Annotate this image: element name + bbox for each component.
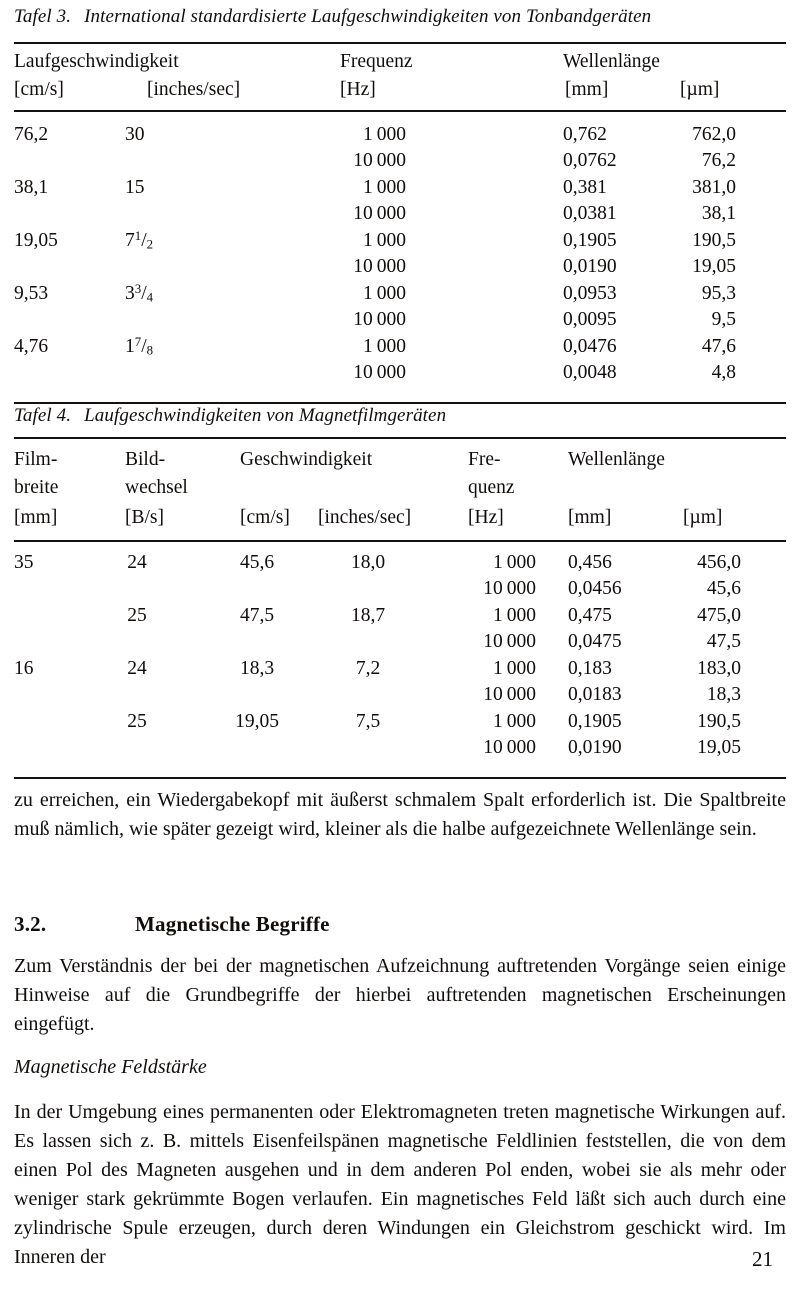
- table4-cell-hz: 1 000: [493, 552, 536, 573]
- table4-cell-um: 45,6: [706, 578, 741, 599]
- table4-cell-hz: 1 000: [493, 711, 536, 732]
- table4-cell-um: 18,3: [706, 684, 741, 705]
- table3-unit-cm-s: [cm/s]: [14, 79, 64, 100]
- table3-cell-mm: 0,0476: [563, 336, 617, 357]
- table4-rule-bottom: [14, 777, 786, 779]
- table4-cell-frame-rate: 25: [127, 605, 147, 626]
- table3-caption-title: International standardisierte Laufgeschwindigkeiten von Tonbandgeräten: [84, 6, 652, 27]
- table3-unit-um: [µm]: [680, 79, 720, 100]
- table3-cell-hz: 10 000: [353, 256, 406, 277]
- table4-unit-um: [µm]: [683, 507, 723, 528]
- table3-cell-inches-sec: 30: [125, 124, 145, 145]
- table3-cell-mm: 0,0762: [563, 150, 617, 171]
- table3-rule-mid: [14, 110, 786, 112]
- table3-rule-top: [14, 42, 786, 44]
- table3-cell-cm-s: 4,76: [14, 336, 49, 357]
- table4-caption-number: Tafel 4.: [14, 405, 72, 426]
- table3-cell-mm: 0,0953: [563, 283, 617, 304]
- table3-unit-inches-sec: [inches/sec]: [147, 79, 241, 100]
- table4-cell-film-width: 35: [14, 552, 34, 573]
- table3-cell-um: 76,2: [701, 150, 736, 171]
- table4-cell-inches-sec: 18,7: [350, 605, 386, 626]
- table4-rule-top: [14, 437, 786, 439]
- table4-cell-cm-s: 45,6: [239, 552, 275, 573]
- table4-unit-inches-sec: [inches/sec]: [318, 507, 412, 528]
- table3-cell-mm: 0,0048: [563, 362, 617, 383]
- table3-cell-mm: 0,1905: [563, 230, 617, 251]
- table4-cell-film-width: 16: [14, 658, 34, 679]
- table3-unit-mm: [mm]: [565, 79, 609, 100]
- table3-caption-number: Tafel 3.: [14, 6, 72, 27]
- table4-header-frame-rate-line1: Bild-: [125, 449, 166, 470]
- table3-cell-inches-sec: $1^7/_8$: [125, 335, 154, 358]
- table3-cell-um: 95,3: [701, 283, 736, 304]
- table4-unit-mm-width: [mm]: [14, 507, 58, 528]
- table3-caption: [14, 6, 651, 28]
- table3-cell-hz: 10 000: [353, 203, 406, 224]
- table4-cell-mm: 0,0183: [568, 684, 622, 705]
- page-number: 21: [752, 1247, 773, 1271]
- table4-unit-hz: [Hz]: [468, 507, 504, 528]
- table4-caption-title: Laufgeschwindigkeiten von Magnetfilmgeräten: [84, 405, 447, 426]
- table3-rule-bottom: [14, 402, 786, 404]
- table3-cell-um: 190,5: [692, 230, 736, 251]
- table4-cell-hz: 10 000: [483, 737, 536, 758]
- table3-header-frequency: Frequenz: [340, 51, 413, 72]
- table4-header-frequency-line2: quenz: [468, 477, 515, 498]
- paragraph-verstaendnis: Zum Verständnis der bei der magnetischen Aufzeichnung auftretenden Vorgänge seien einige Hinweise auf die Grundbegriffe der hierbei auftretenden magnetischen Erscheinungen eingefügt.: [14, 955, 786, 1035]
- table4-cell-mm: 0,456: [568, 552, 612, 573]
- table3-cell-hz: 1 000: [363, 177, 406, 198]
- table4-unit-mm: [mm]: [568, 507, 612, 528]
- table4-cell-hz: 1 000: [493, 658, 536, 679]
- table3-cell-cm-s: 19,05: [14, 230, 58, 251]
- table4-cell-cm-s: 19,05: [235, 711, 279, 732]
- table4-cell-frame-rate: 24: [127, 658, 147, 679]
- table4-cell-mm: 0,0456: [568, 578, 622, 599]
- paragraph-spaltbreite: zu erreichen, ein Wiedergabekopf mit äußerst schmalem Spalt erforderlich ist. Die Spaltbreite muß nämlich, wie später gezeigt wird, kleiner als die halbe aufgezeichnete Wellenlänge sein.: [14, 789, 786, 840]
- table4-cell-hz: 10 000: [483, 684, 536, 705]
- table4-cell-inches-sec: 18,0: [350, 552, 386, 573]
- table4-cell-um: 183,0: [697, 658, 741, 679]
- table3-cell-hz: 1 000: [363, 283, 406, 304]
- table3-cell-hz: 1 000: [363, 230, 406, 251]
- subsection-title: Magnetische Feldstärke: [14, 1056, 207, 1078]
- table4-cell-mm: 0,183: [568, 658, 612, 679]
- table4-cell-um: 190,5: [697, 711, 741, 732]
- table4-cell-mm: 0,0190: [568, 737, 622, 758]
- table4-cell-hz: 1 000: [493, 605, 536, 626]
- table4-cell-hz: 10 000: [483, 578, 536, 599]
- table4-header-speed: Geschwindigkeit: [240, 449, 373, 470]
- table4-cell-cm-s: 47,5: [239, 605, 275, 626]
- table3-cell-inches-sec: 15: [125, 177, 145, 198]
- table3-cell-inches-sec: $7^1/_2$: [125, 229, 154, 252]
- table3-header-speed: Laufgeschwindigkeit: [14, 51, 179, 72]
- table3-cell-um: 762,0: [692, 124, 736, 145]
- table4-header-frequency-line1: Fre-: [468, 449, 501, 470]
- table4-cell-um: 19,05: [697, 737, 741, 758]
- table3-cell-mm: 0,762: [563, 124, 607, 145]
- table4-cell-mm: 0,475: [568, 605, 612, 626]
- table3-cell-um: 19,05: [692, 256, 736, 277]
- table4-cell-um: 475,0: [697, 605, 741, 626]
- table4-header-frame-rate-line2: wechsel: [125, 477, 188, 498]
- table3-unit-hz: [Hz]: [340, 79, 376, 100]
- table4-unit-cm-s: [cm/s]: [240, 507, 290, 528]
- table3-cell-mm: 0,0095: [563, 309, 617, 330]
- table3-cell-hz: 1 000: [363, 336, 406, 357]
- paragraph-feldstaerke: In der Umgebung eines permanenten oder Elektromagneten treten magnetische Wirkungen auf. Es lassen sich z. B. mittels Eisenfeilspänen magnetische Feldlinien feststellen, die von dem einen Pol des Magneten ausgehen und in dem anderen Pol enden, wobei sie als mehr oder weniger stark gekrümmte Bogen verlaufen. Ein magnetisches Feld läßt sich auch durch eine zylindrische Spule erzeugen, durch deren Windungen ein Gleichstrom geschickt wird. Im Inneren der: [14, 1101, 786, 1268]
- table4-header-film-width-line1: Film-: [14, 449, 58, 470]
- table3-cell-um: 47,6: [701, 336, 736, 357]
- table3-cell-um: 38,1: [701, 203, 736, 224]
- table3-cell-hz: 10 000: [353, 150, 406, 171]
- table3-cell-cm-s: 76,2: [14, 124, 49, 145]
- table3-cell-mm: 0,0190: [563, 256, 617, 277]
- table4-cell-frame-rate: 24: [127, 552, 147, 573]
- section-number: 3.2.: [14, 912, 47, 936]
- table4-cell-cm-s: 18,3: [239, 658, 275, 679]
- table4-cell-mm: 0,0475: [568, 631, 622, 652]
- table4-caption: [14, 405, 446, 427]
- table3-cell-um: 4,8: [711, 362, 736, 383]
- table3-cell-hz: 10 000: [353, 309, 406, 330]
- table4-rule-mid: [14, 540, 786, 542]
- table3-cell-um: 9,5: [711, 309, 736, 330]
- table3-cell-cm-s: 9,53: [14, 283, 49, 304]
- table4-header-film-width-line2: breite: [14, 477, 59, 498]
- table3-cell-mm: 0,381: [563, 177, 607, 198]
- table3-cell-inches-sec: $3^3/_4$: [125, 282, 154, 305]
- section-title: Magnetische Begriffe: [135, 912, 330, 936]
- table3-cell-mm: 0,0381: [563, 203, 617, 224]
- table4-cell-hz: 10 000: [483, 631, 536, 652]
- table4-cell-um: 456,0: [697, 552, 741, 573]
- table3-cell-cm-s: 38,1: [14, 177, 49, 198]
- table3-cell-um: 381,0: [692, 177, 736, 198]
- table4-cell-frame-rate: 25: [127, 711, 147, 732]
- table4-cell-inches-sec: 7,5: [355, 711, 381, 732]
- table4-cell-um: 47,5: [706, 631, 741, 652]
- table4-cell-inches-sec: 7,2: [355, 658, 381, 679]
- table4-cell-mm: 0,1905: [568, 711, 622, 732]
- table3-cell-hz: 10 000: [353, 362, 406, 383]
- table3-cell-hz: 1 000: [363, 124, 406, 145]
- table4-header-wavelength: Wellenlänge: [568, 449, 665, 470]
- table4-unit-b-s: [B/s]: [125, 507, 164, 528]
- table3-header-wavelength: Wellenlänge: [563, 51, 660, 72]
